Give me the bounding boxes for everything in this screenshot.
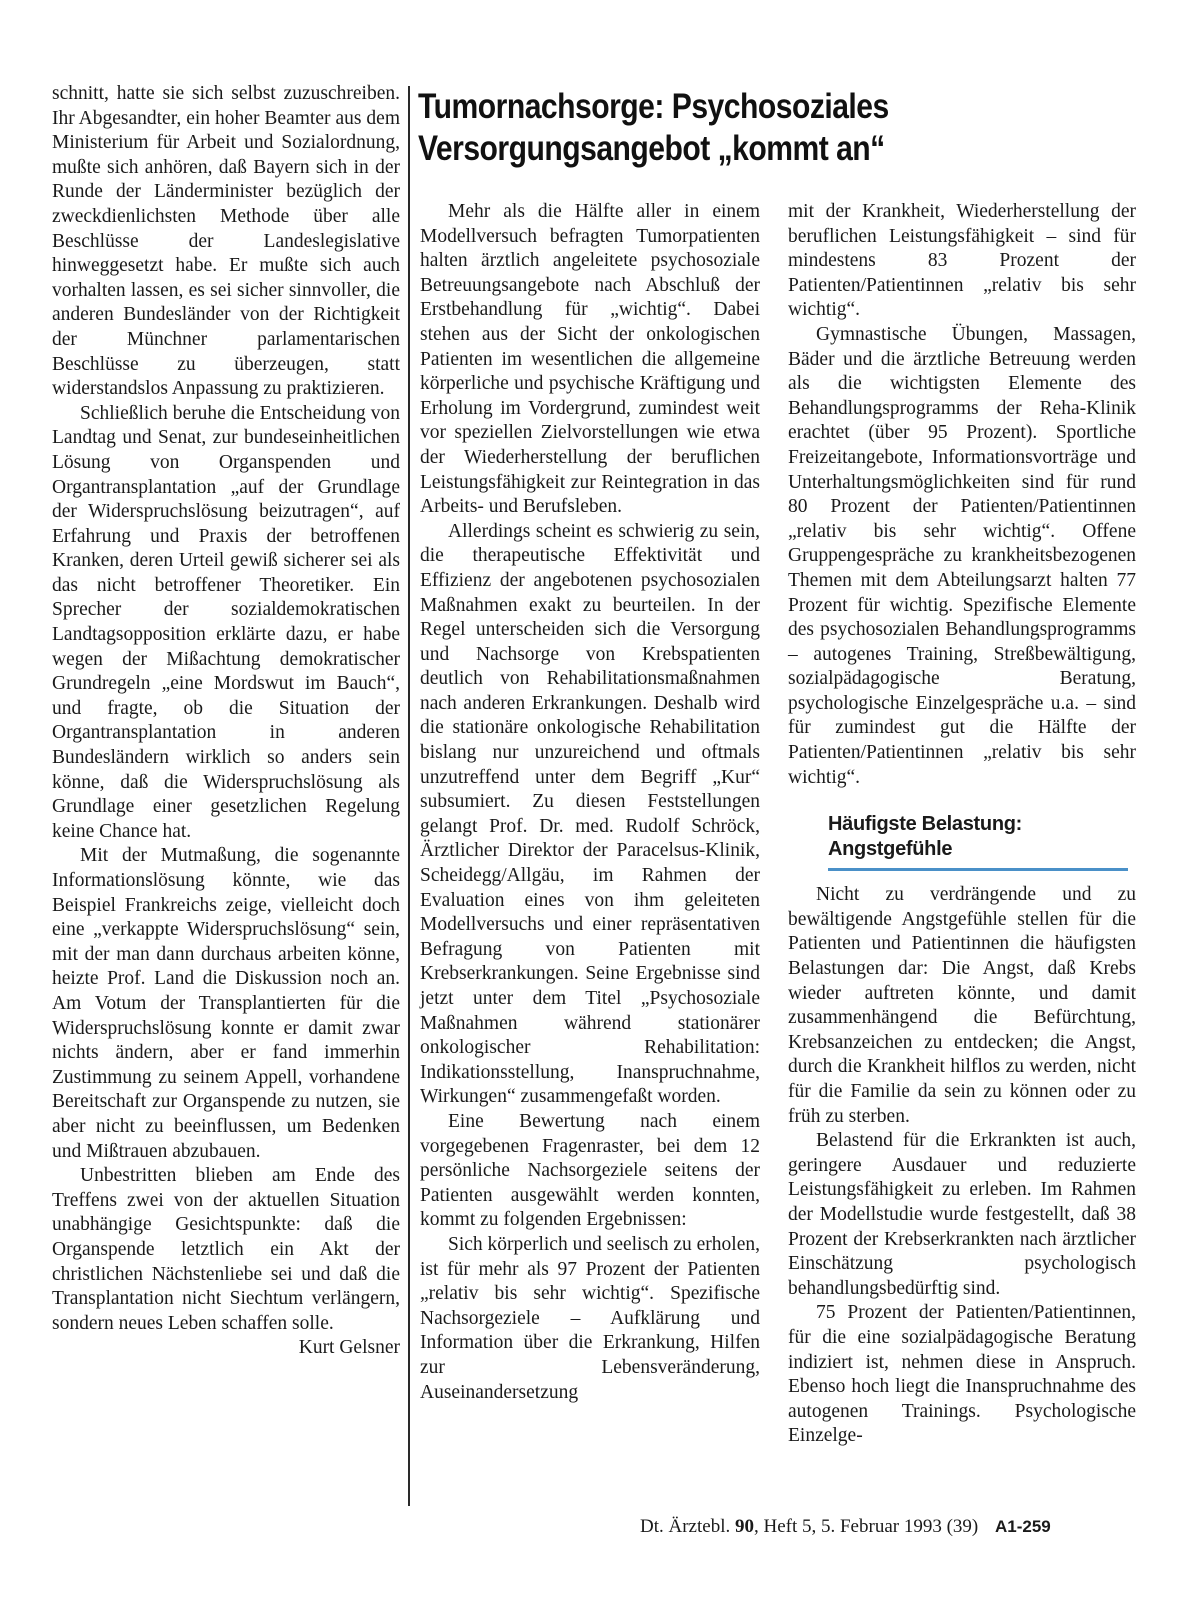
- subheading-line-1: Häufigste Belastung:: [828, 813, 1023, 836]
- footer-journal: Dt. Ärztebl.: [640, 1516, 731, 1537]
- right-paragraph-3: Nicht zu verdrängende und zu bewältigende Angstgefühle stellen für die Patienten und Patientinnen die häufigsten Belastungen dar: Die Angst, daß Krebs wieder auftreten könnte, und damit zusammenhängend die Befürchtung, Krebsanzeichen zu entdecken; die Angst, durch die Krankheit hilflos zu werden, nicht für die Familie da sein zu können oder zu früh zu sterben.: [788, 884, 1136, 1127]
- middle-paragraph-1: Mehr als die Hälfte aller in einem Modellversuch befragten Tumorpatienten halten ärztlich angeleitete psychosoziale Betreuungsangebote nach Abschluß der Erstbehandlung für „wichtig“. Dabei stehen aus der Sicht der onkologischen Patienten im wesentlichen die allgemeine körperliche und psychische Kräftigung und Erholung im Vordergrund, zumindest weit vor speziellen Zielvorstellungen wie etwa der Wiederherstellung der beruflichen Leistungsfähigkeit zur Reintegration in das Arbeits- und Berufsleben.: [420, 201, 760, 518]
- right-paragraph-2: Gymnastische Übungen, Massagen, Bäder und die ärztliche Betreuung werden als die wichtigsten Elemente des Behandlungsprogramms der Reha-Klinik erachtet (über 95 Prozent). Sportliche Freizeitangebote, Informationsvorträge und Unterhaltungsmöglichkeiten sind für rund 80 Prozent der Patienten/Patientinnen „relativ bis sehr wichtig“. Offene Gruppengespräche zu krankheitsbezogenen Themen mit dem Abteilungsarzt halten 77 Prozent für wichtig. Spezifische Elemente des psychosozialen Behandlungsprogramms – autogenes Training, Streßbewältigung, sozialpädagogische Beratung, psychologische Einzelgespräche u.a. – sind für zumindest gut die Hälfte der Patienten/Patientinnen „relativ bis sehr wichtig“.: [788, 323, 1136, 788]
- subheading-line-2: Angstgefühle: [828, 838, 953, 861]
- left-paragraph-1: schnitt, hatte sie sich selbst zuzuschreiben. Ihr Abgesandter, ein hoher Beamter aus dem Ministerium für Arbeit und Sozialordnung, mußte sich anhören, daß Bayern sich in der Runde der Länderminister bezüglich der zweckdienlichsten Methode über alle Beschlüsse der Landeslegislative hinweggesetzt habe. Er mußte sich auch vorhalten lassen, es sei sicher sinnvoller, die anderen Bundesländer von der Richtigkeit der Münchner parlamentarischen Beschlüsse zu überzeugen, statt widerstandslos Anpassung zu praktizieren.: [52, 83, 400, 400]
- article-headline: [418, 86, 1037, 170]
- footer-issue: , Heft 5, 5. Februar 1993 (39): [753, 1516, 979, 1537]
- right-paragraph-5: 75 Prozent der Patienten/Patientinnen, für die eine sozialpädagogische Beratung indiziert ist, nehmen diese in Anspruch. Ebenso hoch liegt die Inanspruchnahme des autogenen Trainings. Psychologische Einzelge-: [788, 1302, 1136, 1447]
- page-footer: [640, 1515, 1051, 1539]
- middle-paragraph-2: Allerdings scheint es schwierig zu sein, die therapeutische Effektivität und Effizienz der angebotenen psychosozialen Maßnahmen exakt zu beurteilen. In der Regel unterscheiden sich die Versorgung und Nachsorge von Krebspatienten deutlich von Rehabilitationsmaßnahmen nach anderen Erkrankungen. Deshalb wird die stationäre onkologische Rehabilitation bislang nur unzureichend und oftmals unzutreffend unter dem Begriff „Kur“ subsumiert. Zu diesen Feststellungen gelangt Prof. Dr. med. Rudolf Schröck, Ärztlicher Direktor der Paracelsus-Klinik, Scheidegg/Allgäu, im Rahmen der Evaluation eines von ihm geleiteten Modellversuchs und einer repräsentativen Befragung von Patienten mit Krebserkrankungen. Seine Ergebnisse sind jetzt unter dem Titel „Psychosoziale Maßnahmen während stationärer onkologischer Rehabilitation: Indikationsstellung, Inanspruchnahme, Wirkungen“ zusammengefaßt worden.: [420, 520, 760, 1108]
- middle-paragraph-4: Sich körperlich und seelisch zu erholen, ist für mehr als 97 Prozent der Patienten „relativ bis sehr wichtig“. Spezifische Nachsorgeziele – Aufklärung und Information über die Erkrankung, Hilfen zur Lebensveränderung, Auseinandersetzung: [420, 1233, 760, 1403]
- author-signature: Kurt Gelsner: [298, 1337, 400, 1359]
- left-paragraph-2: Schließlich beruhe die Entscheidung von Landtag und Senat, zur bundeseinheitlichen Lösung von Organspenden und Organtransplantation „auf der Grundlage der Widerspruchslösung beizutragen“, auf Erfahrung und Praxis der betroffenen Kranken, deren Urteil gewiß sicherer sei als das nicht betroffener Theoretiker. Ein Sprecher der sozialdemokratischen Landtagsopposition erklärte dazu, er habe wegen der Mißachtung demokratischer Grundregeln „eine Mordswut im Bauch“, und fragte, ob die Situation der Organtransplantation in anderen Bundesländern wirklich so anders sein könne, daß die Widerspruchslösung als Grundlage einer gesetzlichen Regelung keine Chance hat.: [52, 402, 400, 842]
- section-subheading: [828, 812, 1136, 862]
- middle-paragraph-3: Eine Bewertung nach einem vorgegebenen Fragenraster, bei dem 12 persönliche Nachsorgeziele seitens der Patienten ausgewählt werden konnten, kommt zu folgenden Ergebnissen:: [420, 1110, 760, 1231]
- footer-volume: 90: [734, 1516, 754, 1537]
- headline-line-2: Versorgungsangebot „kommt an“: [418, 129, 885, 168]
- subheading-underline: [828, 868, 1128, 871]
- right-column: [788, 200, 1136, 1449]
- left-paragraph-3: Mit der Mutmaßung, die sogenannte Informationslösung könnte, wie das Beispiel Frankreichs zeige, vielleicht doch eine „verkappte Widerspruchslösung“ sein, mit der man dann durchaus arbeiten könne, heizte Prof. Land die Diskussion noch an. Am Votum der Transplantierten für die Widerspruchslösung konnte er damit zwar nichts ändern, aber er fand immerhin Zustimmung zu seinem Appell, vorhandene Bereitschaft zur Organspende zu nutzen, sie aber nicht zu beeinflussen, um Bedenken und Mißtrauen abzubauen.: [52, 845, 400, 1162]
- left-paragraph-4: Unbestritten blieben am Ende des Treffens zwei von der aktuellen Situation unabhängige Gesichtspunkte: daß die Organspende letztlich ein Akt der christlichen Nächstenliebe sei und daß die Transplantation nicht Siechtum verlängern, sondern neues Leben schaffen solle.: [52, 1165, 400, 1334]
- right-paragraph-1: mit der Krankheit, Wiederherstellung der beruflichen Leistungsfähigkeit – sind für mindestens 83 Prozent der Patienten/Patientinnen „relativ bis sehr wichtig“.: [788, 201, 1136, 321]
- headline-line-1: Tumornachsorge: Psychosoziales: [418, 87, 889, 126]
- column-divider: [408, 86, 410, 1506]
- left-column: [52, 82, 400, 1361]
- middle-column: [420, 200, 760, 1405]
- right-paragraph-4: Belastend für die Erkrankten ist auch, geringere Ausdauer und reduzierte Leistungsfähigkeit zu erleben. Im Rahmen der Modellstudie wurde festgestellt, daß 38 Prozent der Krebserkrankten nach ärztlicher Einschätzung psychologisch behandlungsbedürftig sind.: [788, 1130, 1136, 1299]
- footer-page-code: A1-259: [995, 1517, 1051, 1536]
